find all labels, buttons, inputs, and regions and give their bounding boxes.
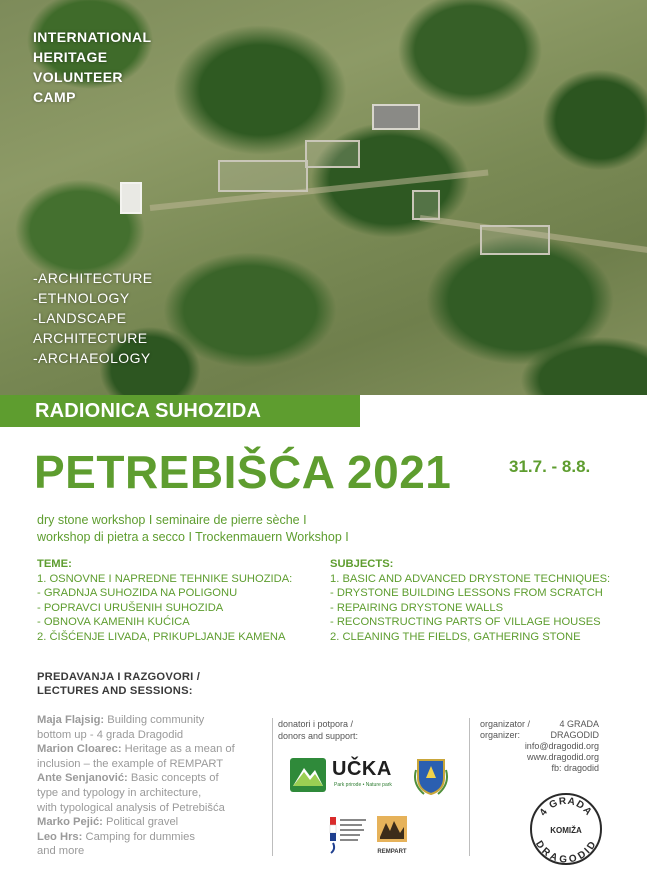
topic-item: - POPRAVCI URUŠENIH SUHOZIDA bbox=[37, 601, 224, 614]
organizer-info bbox=[525, 719, 599, 774]
organizer-label bbox=[480, 719, 530, 741]
lecturer-name: Marko Pejić: bbox=[37, 816, 103, 829]
subject-item: 2. CLEANING THE FIELDS, GATHERING STONE bbox=[330, 630, 581, 643]
stone-house-roof bbox=[372, 104, 420, 130]
subject-item: - DRYSTONE BUILDING LESSONS FROM SCRATCH bbox=[330, 587, 603, 599]
lecture-item bbox=[37, 771, 269, 815]
stone-ruin bbox=[480, 225, 550, 255]
field-item: -LANDSCAPE bbox=[33, 310, 127, 326]
donors-label-line: donors and support: bbox=[278, 731, 359, 741]
dragodid-stamp-logo bbox=[529, 792, 603, 866]
subjects-heading: SUBJECTS: bbox=[330, 558, 394, 570]
field-item: -ARCHITECTURE bbox=[33, 270, 153, 286]
ucka-park-subtitle: Park prirode • Nature park bbox=[334, 782, 392, 788]
event-dates: 31.7. - 8.8. bbox=[509, 457, 591, 476]
lecture-topic: Camping for dummies bbox=[82, 830, 195, 843]
divider bbox=[469, 718, 470, 856]
organizer-name: 4 GRADA bbox=[559, 719, 599, 729]
camp-title-line: CAMP bbox=[33, 89, 76, 105]
organizer-label-line: organizer: bbox=[480, 730, 521, 740]
camp-title-line: VOLUNTEER bbox=[33, 69, 123, 85]
field-item: -ETHNOLOGY bbox=[33, 290, 130, 306]
topic-item: - GRADNJA SUHOZIDA NA POLIGONU bbox=[37, 587, 238, 599]
donor-logos bbox=[290, 756, 460, 796]
stamp-top-text: 4 GRADA bbox=[537, 795, 595, 819]
rempart-logo-icon bbox=[376, 815, 408, 843]
lecture-item bbox=[37, 713, 269, 742]
fields-list bbox=[33, 268, 153, 368]
topics-heading: TEME: bbox=[37, 558, 72, 570]
coat-of-arms-icon bbox=[414, 756, 448, 796]
topic-item: 2. ČIŠĆENJE LIVADA, PRIKUPLJANJE KAMENA bbox=[37, 630, 286, 643]
topics-croatian bbox=[37, 557, 292, 644]
stone-ruin bbox=[218, 160, 308, 192]
lecture-topic: Basic concepts of bbox=[127, 772, 219, 785]
donors-label-line: donatori i potpora / bbox=[278, 719, 354, 729]
subtitle bbox=[37, 512, 349, 546]
camp-title-line: INTERNATIONAL bbox=[33, 29, 152, 45]
ucka-park-logo-icon bbox=[290, 758, 326, 792]
organizer-name: DRAGODID bbox=[550, 730, 599, 740]
stone-ruin bbox=[412, 190, 440, 220]
subtitle-line: workshop di pietra a secco I Trockenmauern Workshop I bbox=[37, 530, 349, 544]
lecture-topic: with typological analysis of Petrebišća bbox=[37, 801, 225, 814]
lecture-topic: Heritage as a mean of bbox=[121, 743, 235, 756]
aerial-photo bbox=[0, 0, 647, 395]
lecturer-name: Leo Hrs: bbox=[37, 830, 83, 843]
organizer-label-line: organizator / bbox=[480, 719, 531, 729]
divider bbox=[272, 718, 273, 856]
lecturer-name: Marion Cloarec: bbox=[37, 743, 122, 756]
rempart-label: REMPART bbox=[377, 849, 407, 855]
organizer-website[interactable]: www.dragodid.org bbox=[526, 752, 599, 762]
camp-title bbox=[33, 27, 152, 107]
stamp-middle-text: KOMIŽA bbox=[550, 826, 582, 835]
lecture-topic: bottom up - 4 grada Dragodid bbox=[37, 728, 184, 741]
lecture-item bbox=[37, 815, 269, 830]
main-title: PETREBIŠĆA 2021 bbox=[34, 446, 452, 498]
field-item: -ARCHAEOLOGY bbox=[33, 350, 151, 366]
lectures-heading-line: PREDAVANJA I RAZGOVORI / bbox=[37, 671, 201, 683]
lecture-item bbox=[37, 742, 269, 771]
ucka-park-name: UČKA bbox=[332, 758, 392, 780]
lectures-list bbox=[37, 713, 269, 859]
stone-ruin bbox=[305, 140, 360, 168]
topic-item: - OBNOVA KAMENIH KUĆICA bbox=[37, 616, 190, 628]
subtitle-line: dry stone workshop I seminaire de pierre sèche I bbox=[37, 513, 307, 527]
lecturer-name: Ante Senjanović: bbox=[37, 772, 128, 785]
subject-item: 1. BASIC AND ADVANCED DRYSTONE TECHNIQUES: bbox=[330, 572, 611, 585]
lecture-topic: Political gravel bbox=[102, 816, 179, 829]
stamp-bottom-text: DRAGODID bbox=[532, 839, 600, 866]
ministry-of-culture-logo-icon bbox=[326, 815, 370, 855]
field-item: ARCHITECTURE bbox=[33, 330, 148, 346]
lecture-topic: inclusion – the example of REMPART bbox=[37, 757, 224, 770]
organizer-facebook: fb: dragodid bbox=[551, 763, 599, 773]
lecturer-name: Maja Flajsig: bbox=[37, 714, 105, 726]
camp-title-line: HERITAGE bbox=[33, 49, 108, 65]
lecture-topic: Building community bbox=[104, 714, 205, 726]
topic-item: 1. OSNOVNE I NAPREDNE TEHNIKE SUHOZIDA: bbox=[37, 572, 293, 585]
lecture-topic: type and typology in architecture, bbox=[37, 786, 202, 799]
white-structure bbox=[120, 182, 142, 214]
lectures-heading-line: LECTURES AND SESSIONS: bbox=[37, 685, 193, 697]
lecture-topic: and more bbox=[37, 845, 85, 858]
organizer-email[interactable]: info@dragodid.org bbox=[524, 741, 599, 751]
lecture-item bbox=[37, 830, 269, 859]
donors-label bbox=[278, 718, 358, 742]
lectures-heading bbox=[37, 670, 200, 698]
subject-item: - RECONSTRUCTING PARTS OF VILLAGE HOUSES bbox=[330, 616, 601, 628]
workshop-band: RADIONICA SUHOZIDA bbox=[0, 395, 360, 427]
rempart-logo bbox=[376, 815, 408, 853]
topics-english bbox=[330, 557, 610, 644]
subject-item: - REPAIRING DRYSTONE WALLS bbox=[330, 601, 504, 614]
